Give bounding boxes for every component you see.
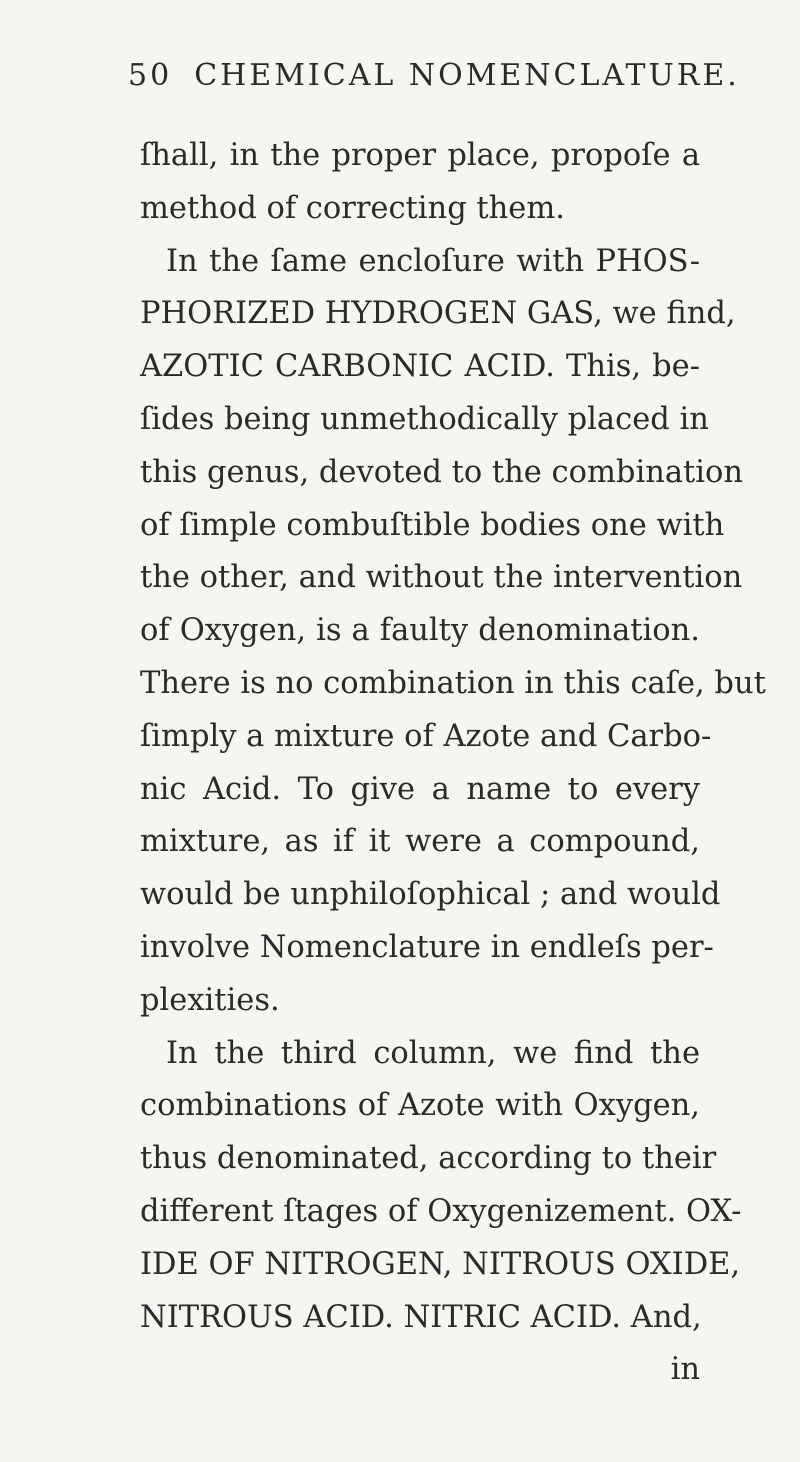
text-line: of ſimple combuſtible bodies one with xyxy=(140,507,725,543)
text-line: involve Nomenclature in endleſs per- xyxy=(140,929,714,965)
catchword: in xyxy=(670,1352,700,1388)
text-line: of Oxygen, is a faulty denomination. xyxy=(140,613,700,649)
text-line: would be unphiloſophical ; and would xyxy=(140,877,721,913)
text-line: plexities. xyxy=(140,982,280,1018)
text-line: There is no combination in this caſe, but xyxy=(140,665,766,701)
text-line: In the third column, we find the xyxy=(166,1035,700,1071)
text-line: this genus, devoted to the combination xyxy=(140,454,744,490)
text-line: NITROUS ACID. NITRIC ACID. And, xyxy=(140,1299,702,1335)
text-line: the other, and without the intervention xyxy=(140,560,743,596)
text-line: PHORIZED HYDROGEN GAS, we find, xyxy=(140,296,736,332)
text-line: thus denominated, according to their xyxy=(140,1141,717,1177)
text-line: ſhall, in the proper place, propoſe a xyxy=(140,138,700,173)
page-number: 50 xyxy=(128,58,173,93)
text-line: ſimply a mixture of Azote and Carbo- xyxy=(140,718,712,754)
running-head xyxy=(128,58,740,93)
text-line: IDE OF NITROGEN, NITROUS OXIDE, xyxy=(140,1246,741,1282)
running-title: CHEMICAL NOMENCLATURE. xyxy=(194,58,740,93)
text-line: different ſtages of Oxygenizement. OX- xyxy=(140,1193,742,1229)
text-line: method of correcting them. xyxy=(140,190,565,226)
text-line: combinations of Azote with Oxygen, xyxy=(140,1088,700,1124)
text-line: nic Acid. To give a name to every xyxy=(140,771,700,807)
body-text xyxy=(140,130,766,1397)
text-line: ſides being unmethodically placed in xyxy=(140,401,709,437)
text-line: mixture, as if it were a compound, xyxy=(140,824,700,860)
text-line: AZOTIC CARBONIC ACID. This, be- xyxy=(140,349,700,385)
text-line: In the ſame encloſure with PHOS- xyxy=(166,243,700,279)
